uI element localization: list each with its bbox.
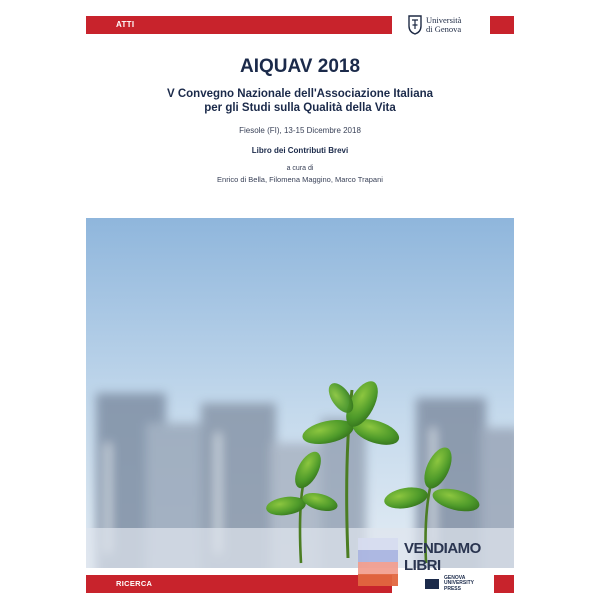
- series-band-top-right: [490, 16, 514, 34]
- publisher-logo: [416, 575, 496, 593]
- watermark-flag-icon: [356, 532, 402, 596]
- book-cover: [86, 0, 514, 600]
- cover-photo: [86, 218, 514, 568]
- book-title: AIQUAV 2018: [239, 56, 361, 77]
- publisher-prefix: DI: [416, 581, 422, 587]
- publisher-name-line2: UNIVERSITY: [444, 580, 475, 587]
- conference-dates: Fiesole (FI), 13-15 Dicembre 2018: [239, 126, 361, 135]
- publisher-name: [442, 575, 476, 594]
- university-name-line1: Università: [426, 15, 462, 25]
- book-type: Libro dei Contributi Brevi: [251, 146, 349, 155]
- book-subtitle: [86, 87, 514, 115]
- publisher-name-line3: PRESS: [444, 585, 461, 592]
- curated-by-label: a cura di: [286, 165, 314, 172]
- editors: Enrico di Bella, Filomena Maggino, Marco Trapani: [217, 175, 383, 184]
- seedlings-city-photo-icon: [86, 218, 514, 568]
- series-band-bottom: [86, 575, 392, 593]
- book-subtitle-line2: per gli Studi sulla Qualità della Vita: [204, 102, 396, 114]
- university-logo: [408, 12, 461, 38]
- book-subtitle-line1: V Convegno Nazionale dell'Associazione Italiana: [166, 88, 434, 100]
- watermark-line1: VENDIAMO: [404, 540, 481, 557]
- series-label-top: ATTI: [116, 20, 135, 29]
- title-block: [86, 55, 514, 184]
- publisher-mark-icon: [425, 579, 439, 589]
- watermark-line2: LIBRI: [404, 557, 441, 574]
- series-label-bottom: RICERCA: [116, 579, 153, 588]
- university-name: [426, 16, 461, 34]
- publisher-name-line1: GENOVA: [444, 574, 466, 581]
- series-band-top: [86, 16, 392, 34]
- university-seal-icon: [408, 15, 422, 35]
- university-name-line2: di Genova: [426, 24, 462, 34]
